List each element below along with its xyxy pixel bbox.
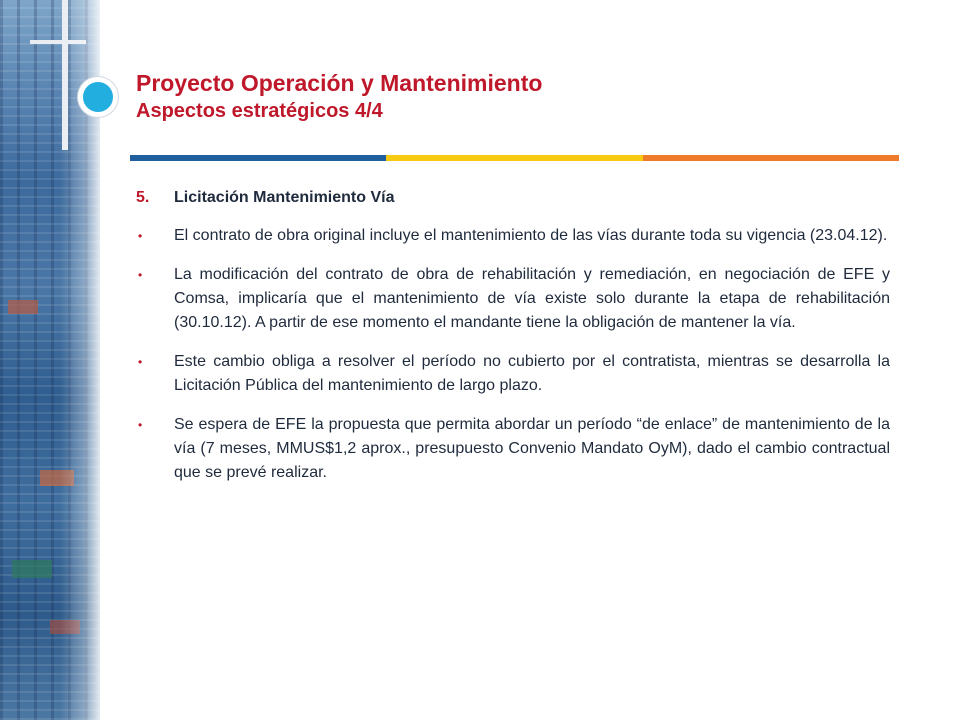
section-heading-text: Licitación Mantenimiento Vía xyxy=(174,189,395,206)
slide-content xyxy=(136,186,890,500)
bullet-text: El contrato de obra original incluye el mantenimiento de las vías durante toda su vigencia (23.04.12). xyxy=(174,227,888,244)
page-subtitle: Aspectos estratégicos 4/4 xyxy=(136,100,383,122)
divider-yellow-segment xyxy=(386,155,642,161)
title-marker-dot xyxy=(78,77,118,117)
bullet-dot-icon: • xyxy=(138,355,143,369)
bullet-dot-icon: • xyxy=(138,418,143,432)
divider-blue-segment xyxy=(130,155,386,161)
bullet-item xyxy=(136,413,890,485)
title-block xyxy=(136,68,542,124)
container-block-red xyxy=(8,300,38,314)
bullet-item xyxy=(136,224,890,248)
bullet-text: La modificación del contrato de obra de rehabilitación y remediación, en negociación de EFE y Comsa, implicaría que el mantenimiento de vía existe solo durante la etapa de rehabilitación (30.10.12). A partir de ese momento el mandante tiene la obligación de mantener la vía. xyxy=(174,266,890,331)
bullet-text: Este cambio obliga a resolver el período no cubierto por el contratista, mientras se desarrolla la Licitación Pública del mantenimiento de largo plazo. xyxy=(174,353,890,394)
bullet-item xyxy=(136,263,890,335)
section-heading xyxy=(136,186,890,210)
bullet-item xyxy=(136,350,890,398)
bullet-dot-icon: • xyxy=(138,229,143,243)
bullet-dot-icon: • xyxy=(138,268,143,282)
divider-orange-segment xyxy=(643,155,899,161)
bullet-text: Se espera de EFE la propuesta que permita abordar un período “de enlace” de mantenimiento de la vía (7 meses, MMUS$1,2 aprox., presupuesto Convenio Mandato OyM), dado el cambio contractual que se prevé realizar. xyxy=(174,416,890,481)
container-block-green xyxy=(12,560,52,578)
section-number: 5. xyxy=(136,189,150,206)
page-title: Proyecto Operación y Mantenimiento xyxy=(136,70,543,96)
tricolor-divider xyxy=(130,155,899,161)
